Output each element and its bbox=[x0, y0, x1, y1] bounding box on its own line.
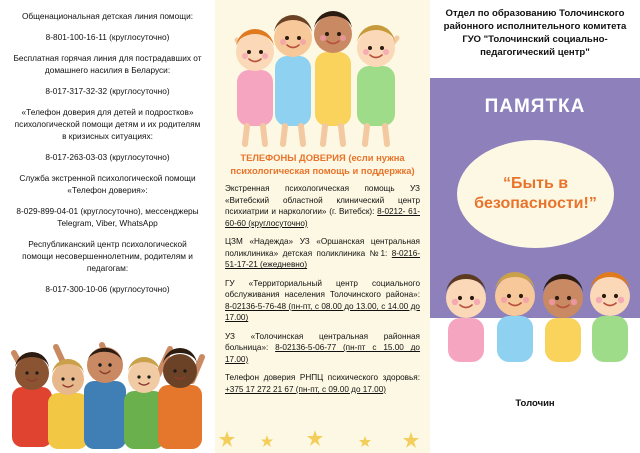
children-photo bbox=[8, 309, 208, 449]
trust-entry-text: Телефон доверия РНПЦ психического здоровья: bbox=[225, 373, 420, 383]
footer-city: Толочин bbox=[515, 398, 555, 409]
trust-entry-phone: 8-02136-5-76-48 (пн-пт, с 08.00 до 13.00, с 14.00 до 17.00) bbox=[225, 301, 420, 323]
trust-entry-phone: 8-02136-5-06-77 (пн-пт с 15.00 до 17.00) bbox=[225, 343, 420, 364]
trust-entry bbox=[225, 236, 420, 270]
panel-trust-phones-middle bbox=[215, 0, 430, 453]
stars-decoration bbox=[215, 427, 430, 453]
trust-entry bbox=[225, 331, 420, 365]
panel-cover-right bbox=[430, 0, 640, 453]
trust-entry-text: ГУ «Территориальный центр социального обслуживания населения Толочинского района»: bbox=[225, 278, 420, 300]
hotline-list bbox=[12, 10, 203, 295]
children-cartoon-banner bbox=[215, 0, 430, 150]
trust-entry bbox=[225, 372, 420, 395]
trust-phones-list bbox=[215, 183, 430, 395]
trust-entry-text: ЦЗМ «Надежда» УЗ «Оршанская центральная поликлиника» детская поликлиника №1: bbox=[225, 237, 420, 258]
trust-entry-text: УЗ «Толочинская центральная районная больница»: bbox=[225, 331, 420, 353]
cartoon-children-illustration bbox=[215, 0, 430, 150]
organization-header: Отдел по образованию Толочинского районного исполнительного комитета ГУО "Толочинский социально-педагогический центр" bbox=[443, 8, 627, 58]
children-photo-illustration bbox=[8, 309, 208, 449]
trust-entry-text: Экстренная психологическая помощь УЗ «Витебский областной клинический центр психиатрии и наркологии» (г. Витебск): bbox=[225, 184, 420, 217]
hotline-line: 8-029-899-04-01 (круглосуточно), мессенджеры Telegram, Viber, WhatsApp bbox=[16, 206, 199, 229]
hotline-line: 8-017-263-03-03 (круглосуточно) bbox=[45, 152, 170, 163]
hotline-line: Общенациональная детская линия помощи: bbox=[21, 11, 194, 21]
hotline-line: 8-017-300-10-06 (круглосуточно) bbox=[45, 284, 170, 295]
trust-phones-heading: ТЕЛЕФОНЫ ДОВЕРИЯ (если нужна психологическая помощь и поддержка) bbox=[230, 152, 415, 176]
children-row-illustration bbox=[430, 262, 640, 372]
hotline-line: «Телефон доверия для детей и подростков» психологической помощи детям и их родителям в кризисных ситуациях: bbox=[14, 107, 201, 142]
hotline-line: Бесплатная горячая линия для пострадавших от домашнего насилия в Беларуси: bbox=[13, 53, 202, 76]
cover-children-illustration bbox=[430, 262, 640, 372]
trust-entry-phone: 8-0212- 61-60-60 (круглосуточно) bbox=[225, 207, 420, 228]
trust-entry-phone: 8-0216-51-17-21 (ежедневно) bbox=[225, 248, 420, 270]
page-title: ПАМЯТКА bbox=[484, 96, 586, 117]
hotline-line: Служба экстренной психологической помощи «Телефон доверия»: bbox=[19, 173, 196, 196]
trust-entry-phone: +375 17 272 21 67 (пн-пт, с 09.00 до 17.00) bbox=[225, 384, 386, 394]
hotline-line: 8-017-317-32-32 (круглосуточно) bbox=[45, 86, 170, 97]
hotline-line: 8-801-100-16-11 (круглосуточно) bbox=[45, 32, 170, 43]
trust-entry bbox=[225, 278, 420, 324]
trust-entry bbox=[225, 183, 420, 229]
slogan-text: “Быть в безопасности!” bbox=[474, 175, 597, 212]
panel-hotlines-left bbox=[0, 0, 215, 453]
hotline-line: Республиканский центр психологической помощи несовершеннолетним, родителям и педагогам: bbox=[22, 239, 193, 274]
slogan-oval bbox=[457, 140, 614, 248]
